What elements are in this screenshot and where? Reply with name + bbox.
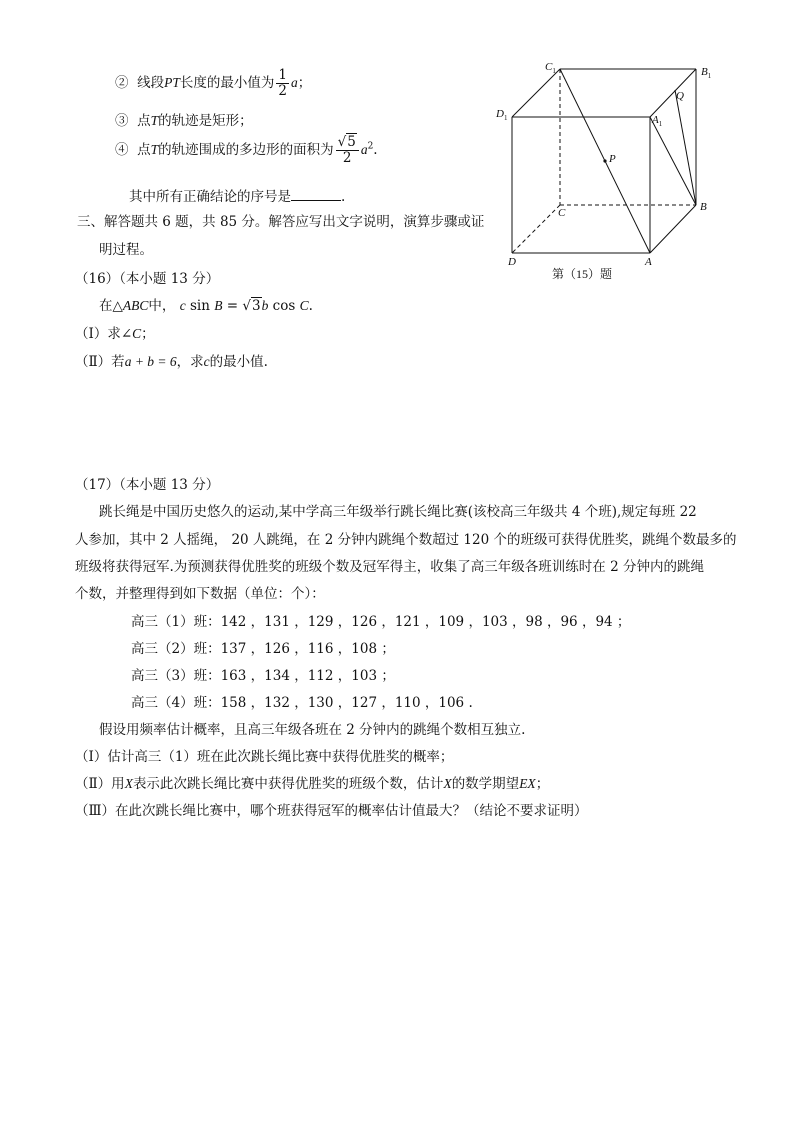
p15-item-3: ③ 点T的轨迹是矩形； [115, 113, 253, 129]
p15-item-2: ② 线段PT长度的最小值为 $\frac{1}{2}$ a； [115, 67, 312, 99]
section3-intro: 三、解答题共 6 题，共 85 分。解答应写出文字说明，演算步骤或证 [77, 214, 485, 230]
label-p: P [609, 153, 616, 165]
q17-header: （17）（本小题 13 分） [75, 477, 220, 493]
label-b1: $B_1$ [701, 66, 712, 80]
label-c1: $C_1$ [545, 61, 556, 75]
fraction-root5-over-2: $\frac{√5}{2}$ [336, 135, 359, 166]
q16-stem: 在△ABC中， c sin B = √3b cos C. [99, 298, 313, 314]
q17-class-data: 高三（4）班：158 ，132 ，130 ，127 ，110 ，106 . [131, 695, 473, 711]
p15-conclusion: 其中所有正确结论的序号是 . [129, 189, 346, 205]
item-marker: ④ [115, 142, 129, 158]
q17-class-data: 高三（2）班：137 ，126 ，116 ，108 ； [131, 641, 395, 657]
q17-para-line: 跳长绳是中国历史悠久的运动,某中学高三年级举行跳长绳比赛(该校高三年级共 4 个班),规定每班 22 [99, 504, 697, 520]
label-a1: $A_1$ [652, 114, 663, 128]
q17-para-line: 人参加，其中 2 人摇绳， 20 人跳绳，在 2 分钟内跳绳个数超过 120 个的班级可获得优胜奖，跳绳个数最多的 [75, 532, 737, 548]
q17-part2: （Ⅱ）用X表示此次跳长绳比赛中获得优胜奖的班级个数，估计X的数学期望EX； [75, 776, 550, 792]
figure-caption: 第（15）题 [552, 267, 613, 281]
label-q: Q [676, 90, 684, 102]
p15-item-4: ④ 点T的轨迹围成的多边形的面积为 $\frac{√5}{2}$ $a^2$. [115, 134, 378, 166]
fraction-one-half: $\frac{1}{2}$ [278, 67, 287, 99]
item-marker: ③ [115, 113, 129, 129]
label-b: B [700, 201, 707, 213]
label-c: C [558, 207, 566, 219]
cube-figure [490, 55, 720, 285]
q16-header: （16）（本小题 13 分） [75, 271, 220, 287]
point-p [603, 159, 606, 162]
answer-blank [291, 188, 341, 201]
label-a: A [645, 256, 652, 268]
q17-part1: （Ⅰ）估计高三（1）班在此次跳长绳比赛中获得优胜奖的概率； [75, 749, 454, 765]
section3-intro-cont: 明过程。 [99, 242, 153, 258]
q17-class-data: 高三（1）班：142 ，131 ，129 ，126 ，121 ，109 ，103 ，98 ，96 ，94 ； [131, 614, 631, 630]
q17-class-data: 高三（3）班：163 ，134 ，112 ，103 ； [131, 668, 395, 684]
label-d: D [508, 256, 516, 268]
label-d1: $D_1$ [496, 108, 508, 122]
q16-part1: （Ⅰ）求∠C； [75, 326, 155, 342]
q17-part3: （Ⅲ）在此次跳长绳比赛中，哪个班获得冠军的概率估计值最大？（结论不要求证明） [75, 803, 588, 819]
q17-para-line: 个数，并整理得到如下数据（单位：个）： [75, 586, 325, 602]
q17-assumption: 假设用频率估计概率，且高三年级各班在 2 分钟内的跳绳个数相互独立. [99, 722, 526, 738]
q16-part2: （Ⅱ）若a + b = 6，求c的最小值. [75, 354, 268, 370]
q17-para-line: 班级将获得冠军.为预测获得优胜奖的班级个数及冠军得主，收集了高三年级各班训练时在 2 分钟内的跳绳 [75, 559, 704, 575]
item-marker: ② [115, 75, 129, 91]
